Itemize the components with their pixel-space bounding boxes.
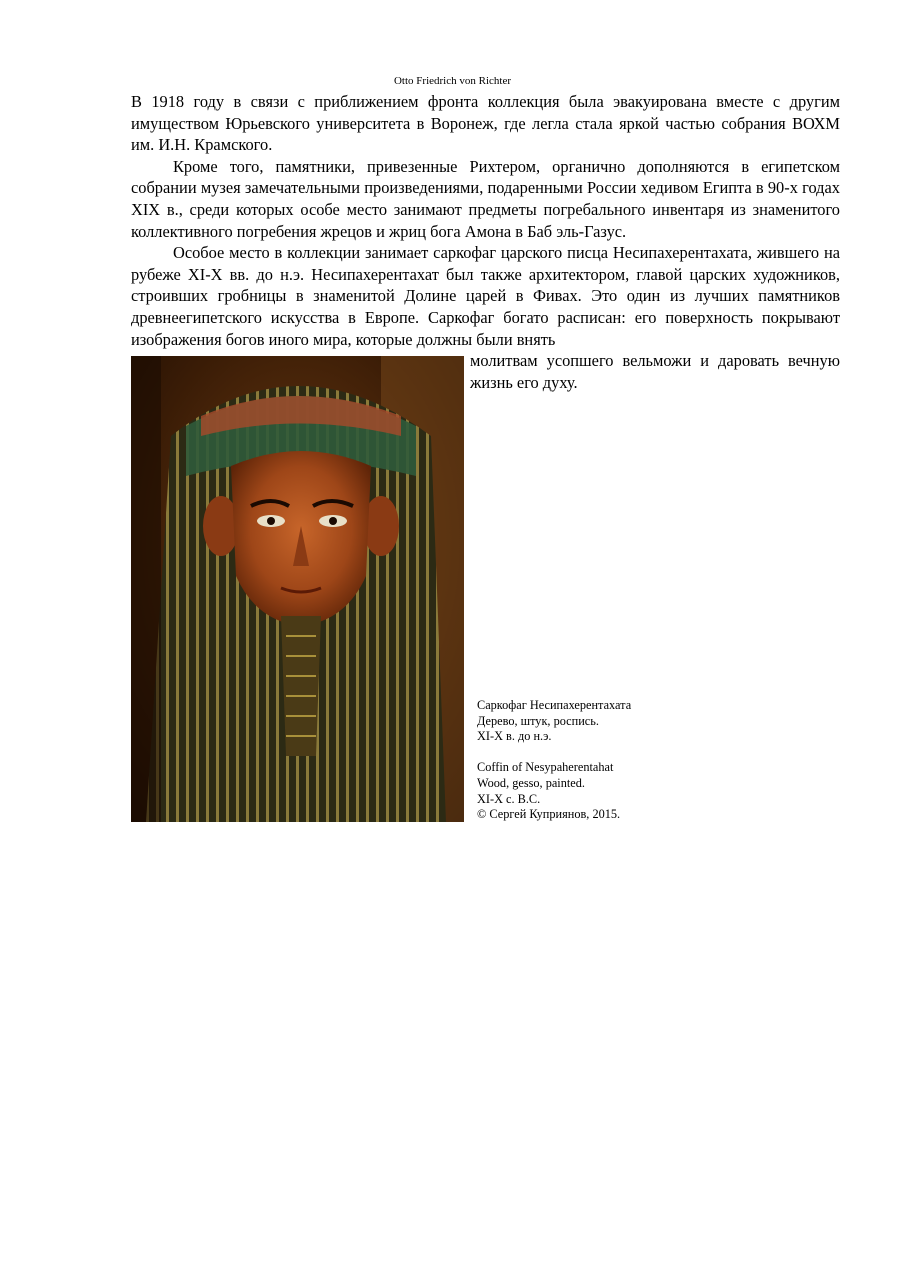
- caption-ru-date: XI-X в. до н.э.: [477, 729, 552, 744]
- photo-credit: © Сергей Куприянов, 2015.: [477, 807, 621, 822]
- paragraph-3: Особое место в коллекции занимает саркофаг царского писца Несипахерентахата, жившего на рубеже XI-X вв. до н.э. Несипахерентахат был также архитектором, главой царских художников, строивших гробницы в знаменитой Долине царей в Фивах. Это один из лучших памятников древнеегипетского искусства в Европе. Саркофаг богато расписан: его поверхность покрывают изображения богов иного мира, которые должны были внять: [131, 243, 840, 349]
- caption-en-material: Wood, gesso, painted.: [477, 775, 585, 790]
- caption-en-date: XI-X c. B.C.: [477, 791, 541, 806]
- paragraph-3-continued: молитвам усопшего вельможи и даровать вечную жизнь его духу.: [470, 351, 840, 392]
- paragraph-2: Кроме того, памятники, привезенные Рихтером, органично дополняются в египетском собрании музея замечательными произведениями, подаренными России хедивом Египта в 90-х годах XIX в., среди которых особе место занимают предметы погребального инвентаря из знаменитого коллективного погребения жрецов и жриц бога Амона в Баб эль-Газус.: [131, 156, 840, 241]
- caption-en-title: Coffin of Nesypaherentahat: [477, 760, 614, 775]
- caption-ru-title: Саркофаг Несипахерентахата: [477, 698, 632, 712]
- figure-caption: [477, 698, 777, 823]
- paragraph-1: В 1918 году в связи с приближением фронта коллекция была эвакуирована вместе с другим имуществом Юрьевского университета в Воронеж, где легла стала яркой частью собрания ВОХМ им. И.Н. Крамского.: [131, 92, 840, 155]
- caption-ru-material: Дерево, штук, роспись.: [477, 713, 599, 728]
- coffin-photo: [131, 356, 464, 822]
- running-header: Otto Friedrich von Richter: [393, 75, 511, 87]
